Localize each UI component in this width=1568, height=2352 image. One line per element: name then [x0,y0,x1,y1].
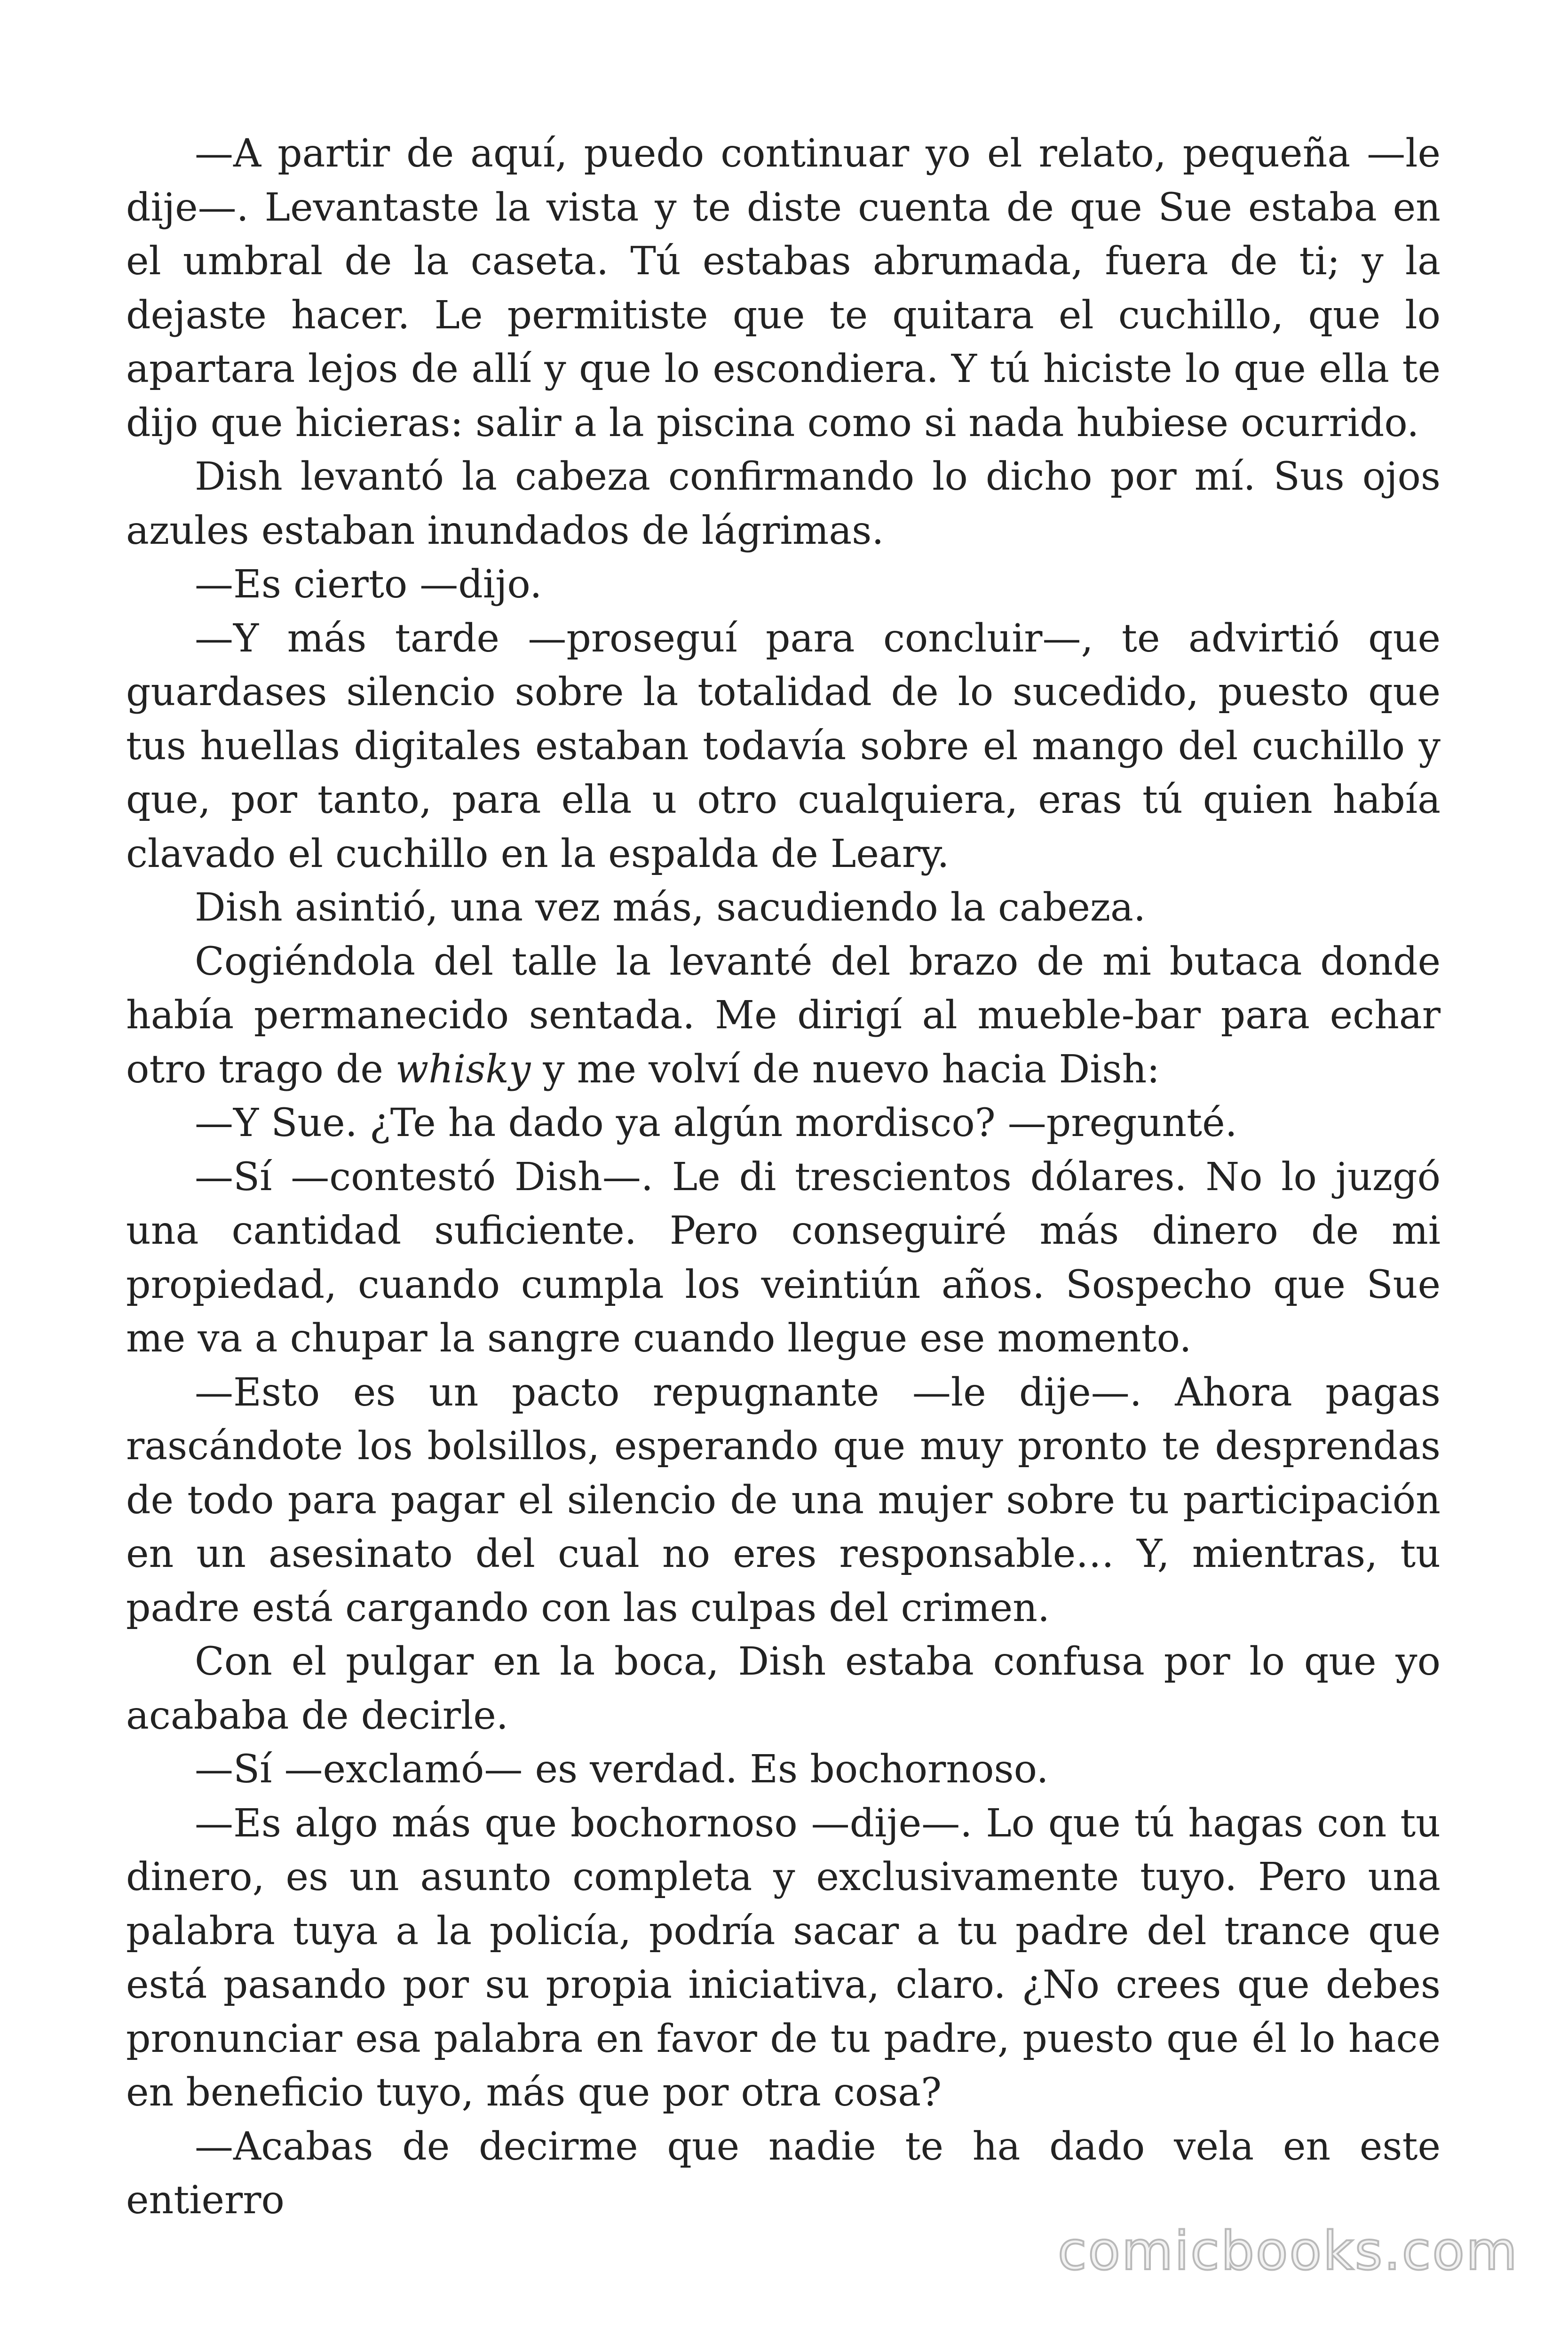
paragraph-text: Dish asintió, una vez más, sacudiendo la cabeza. [195,885,1146,930]
paragraph [126,612,1441,882]
paragraph [126,127,1441,450]
paragraph [126,1743,1441,1797]
paragraph [126,881,1441,935]
watermark: comicbooks.com [1057,2221,1519,2282]
paragraph [126,2120,1441,2228]
paragraph-text: —A partir de aquí, puedo continuar yo el relato, pequeña —le dije—. Levantaste la vista y te diste cuenta de que Sue estaba en el umbral de la caseta. Tú estabas abrumada, fuera de ti; y la dejaste hacer. Le permitiste que te quitara el cuchillo, que lo apartara lejos de allí y que lo escondiera. Y tú hiciste lo que ella te dijo que hicieras: salir a la piscina como si nada hubiese ocurrido. [126,131,1441,445]
paragraph-text: y me volví de nuevo hacia Dish: [531,1047,1160,1092]
paragraph [126,1797,1441,2120]
paragraph-text: —Acabas de decirme que nadie te ha dado vela en este entierro [126,2124,1441,2223]
paragraph-text: —Sí —contestó Dish—. Le di trescientos dólares. No lo juzgó una cantidad suficiente. Pero conseguiré más dinero de mi propiedad, cuando cumpla los veintiún años. Sospecho que Sue me va a chupar la sangre cuando llegue ese momento. [126,1154,1441,1361]
paragraph-text: Con el pulgar en la boca, Dish estaba confusa por lo que yo acababa de decirle. [126,1639,1441,1738]
paragraph [126,1097,1441,1151]
paragraph-text: —Es algo más que bochornoso —dije—. Lo que tú hagas con tu dinero, es un asunto completa y exclusivamente tuyo. Pero una palabra tuya a la policía, podría sacar a tu padre del trance que está pasando por su propia iniciativa, claro. ¿No crees que debes pronunciar esa palabra en favor de tu padre, puesto que él lo hace en beneficio tuyo, más que por otra cosa? [126,1801,1441,2115]
paragraph [126,1366,1441,1636]
paragraph [126,558,1441,612]
paragraph [126,935,1441,1097]
paragraph-text: —Sí —exclamó— es verdad. Es bochornoso. [195,1747,1049,1792]
paragraph-text: Dish levantó la cabeza confirmando lo dicho por mí. Sus ojos azules estaban inundados de lágrimas. [126,454,1441,553]
paragraph-text: —Es cierto —dijo. [195,562,542,607]
paragraph-text: —Y Sue. ¿Te ha dado ya algún mordisco? —pregunté. [195,1101,1237,1145]
paragraph [126,1151,1441,1366]
emphasis-text: whisky [396,1047,531,1092]
paragraph-text: —Y más tarde —proseguí para concluir—, te advirtió que guardases silencio sobre la totalidad de lo sucedido, puesto que tus huellas digitales estaban todavía sobre el mango del cuchillo y que, por tanto, para ella u otro cualquiera, eras tú quien había clavado el cuchillo en la espalda de Leary. [126,616,1441,876]
paragraph-text: Cogiéndola del talle la levanté del brazo de mi butaca donde había permanecido sentada. Me dirigí al mueble-bar para echar otro trago de [126,939,1441,1092]
paragraph [126,450,1441,558]
paragraph-text: —Esto es un pacto repugnante —le dije—. Ahora pagas rascándote los bolsillos, esperando que muy pronto te desprendas de todo para pagar el silencio de una mujer sobre tu participación en un asesinato del cual no eres responsable… Y, mientras, tu padre está cargando con las culpas del crimen. [126,1370,1441,1630]
paragraph [126,1635,1441,1743]
page-body [126,127,1441,2223]
